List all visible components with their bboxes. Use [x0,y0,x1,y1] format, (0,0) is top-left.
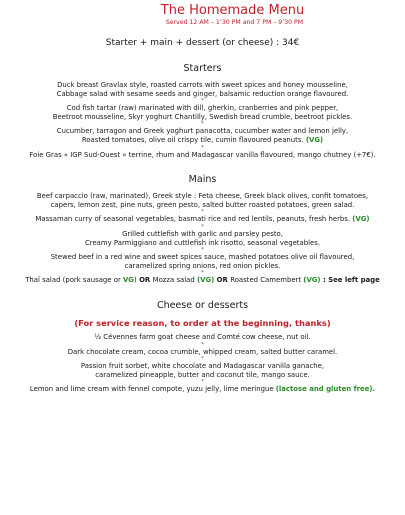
menu-page [0,3,405,515]
vegan-tag: (VG) [303,276,321,285]
starters-list [4,81,401,159]
section-title-mains: Mains [188,174,217,186]
menu-item-text: Massaman curry of seasonal vegetables, basmati rice and red lentils, peanuts, fresh herbs. [35,215,351,224]
menu-item [4,253,401,270]
menu-item-text: Roasted tomatoes, olive oil crispy tile, cumin flavoured peanuts. [81,135,304,144]
menu-item-line: Cod fish tartar (raw) marinated with dill, gherkin, cranberries and pink pepper, [66,104,339,113]
separator: * [201,121,204,128]
salad-thai-end: ) [133,276,137,285]
menu-item [4,151,401,160]
menu-item-line: ½ Cévennes farm goat cheese and Comté cow cheese, nut oil. [94,332,311,341]
menu-item-line: Duck breast Gravlax style, roasted carrots with sweet spices and honey mousseline, [57,81,348,89]
vegan-tag: (lactose and gluten free). [275,385,376,394]
menu-item-line: Dark chocolate cream, cocoa crumble, whipped cream, salted butter caramel. [67,347,338,356]
separator: * [201,98,204,105]
menu-title: The Homemade Menu [160,3,305,18]
menu-item-line: Beetroot mousseline, Skyr yoghurt Chantilly, Swedish bread crumble, beetroot pickles. [52,112,353,121]
separator: * [201,144,204,151]
menu-item [4,127,401,144]
menu-item [4,81,401,98]
menu-item [4,333,401,342]
separator: * [201,209,204,216]
separator: * [201,247,204,254]
menu-item [4,104,401,121]
menu-item [4,362,401,379]
menu-item-line: Foie Gras « IGP Sud-Ouest » terrine, rhum and Madagascar vanilla flavoured, mango chutney (+7€). [29,150,376,159]
menu-item-line [4,215,401,224]
menu-item-line: Grilled cuttlefish with garlic and parsley pesto, [122,229,283,238]
menu-item [4,215,401,224]
menu-item-line [4,385,401,394]
service-hours: Served 12 AM – 1’30 PM and 7 PM – 9’30 PM [165,19,304,26]
salad-camembert: Roasted Camembert [230,276,304,285]
order-notice: (For service reason, to order at the beginning, thanks) [74,317,331,328]
menu-item-line: Beef carpaccio (raw, marinated), Greek style : Feta cheese, Greek black olives, confit tomatoes, [36,192,369,201]
vegan-tag: (VG) [305,135,324,144]
menu-formula: Starter + main + dessert (or cheese) : 34€ [105,38,300,48]
menu-item-line: caramelized pineapple, butter and coconut tile, mango sauce. [95,370,310,379]
salads-line [4,276,401,285]
separator: * [201,223,204,230]
menu-item-line [4,136,401,145]
vegan-tag: (VG) [352,215,370,224]
menu-item-line: capers, lemon zest, pine nuts, green pesto, salted butter roasted potatoes, green salad. [50,200,355,209]
section-title-starters: Starters [183,63,222,74]
menu-item [4,385,401,394]
separator: * [201,270,204,277]
salad-mozza: Mozza salad [152,276,197,285]
cheese-desserts-list [4,333,401,394]
menu-item [4,230,401,247]
or-label: OR [214,276,231,285]
section-title-cheese-desserts: Cheese or desserts [156,299,249,311]
mains-list [4,192,401,270]
or-label: OR [136,276,153,285]
menu-item-line: Cucumber, tarragon and Greek yoghurt panacotta, cucumber water and lemon jelly, [56,127,349,136]
separator: * [201,341,204,348]
menu-item-line: Stewed beef in a red wine and sweet spices sauce, mashed potatoes olive oil flavoured, [50,253,355,262]
salad-thai: Thaï salad (pork sausage or [25,276,123,285]
menu-item-line: caramelized spring onions, red onion pickles. [124,261,281,270]
menu-item [4,192,401,209]
separator: * [201,379,204,386]
vegan-tag: (VG) [196,276,215,285]
menu-item-line: Creamy Parmiggiano and cuttlefish ink risotto, seasonal vegetables. [84,238,321,247]
see-left-page: : See left page [320,276,380,285]
menu-item-line: Cabbage salad with sesame seeds and ginger, balsamic reduction orange flavoured. [56,89,349,98]
vegan-tag: VG [122,276,134,285]
separator: * [201,356,204,363]
menu-item [4,348,401,357]
menu-item-line: Passion fruit sorbet, white chocolate and Madagascar vanilla ganache, [80,362,325,371]
menu-item-text: Lemon and lime cream with fennel compote, yuzu jelly, lime meringue [29,385,274,394]
